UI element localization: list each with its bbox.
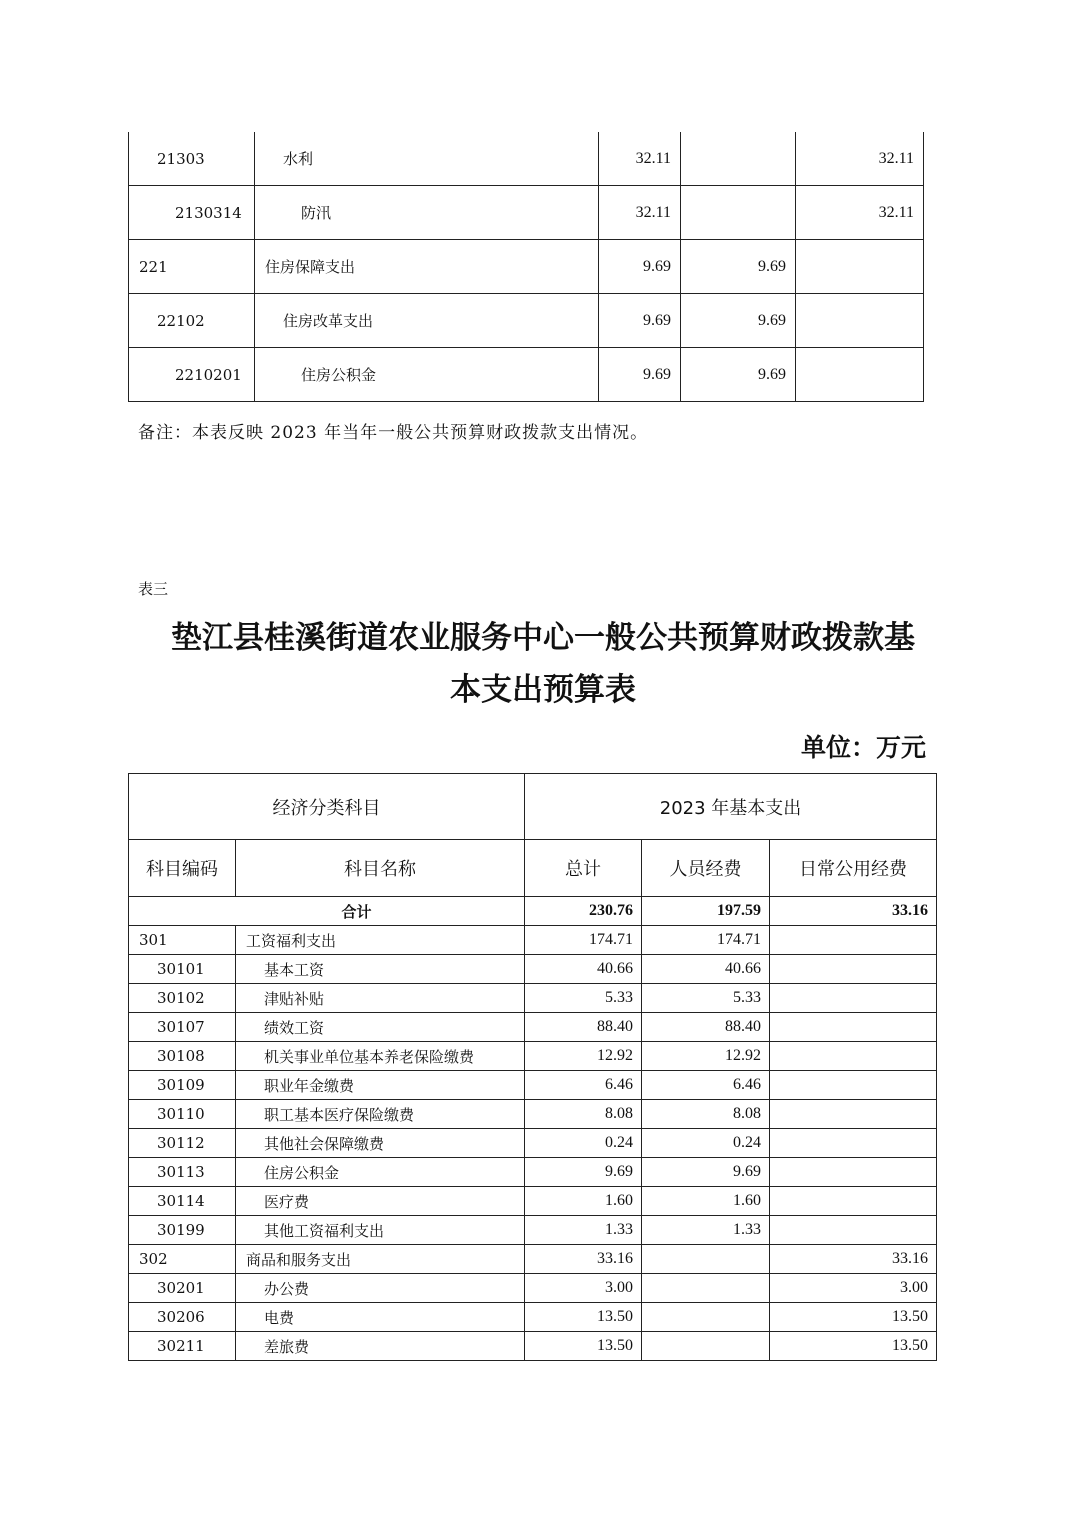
row-public: 33.16 [770, 1245, 937, 1274]
row-personnel: 12.92 [642, 1042, 770, 1071]
row-code: 21303 [129, 132, 255, 186]
row-code: 30101 [129, 955, 236, 984]
row-basic: 9.69 [681, 294, 796, 348]
row-public [770, 1158, 937, 1187]
table-row [129, 240, 924, 294]
row-code: 30199 [129, 1216, 236, 1245]
row-basic [681, 186, 796, 240]
row-total: 32.11 [599, 186, 681, 240]
row-public [770, 955, 937, 984]
row-project: 32.11 [796, 132, 924, 186]
table-row [129, 955, 937, 984]
table-row [129, 984, 937, 1013]
table-row [129, 926, 937, 955]
row-personnel [642, 1332, 770, 1361]
row-public [770, 1187, 937, 1216]
row-name: 住房公积金 [236, 1158, 525, 1187]
row-code: 30201 [129, 1274, 236, 1303]
row-code: 30206 [129, 1303, 236, 1332]
table-row [129, 1100, 937, 1129]
total-total: 230.76 [525, 897, 642, 926]
table-label: 表三 [138, 580, 169, 598]
page-title [128, 612, 958, 716]
total-label: 合计 [129, 897, 525, 926]
row-total: 6.46 [525, 1071, 642, 1100]
row-personnel [642, 1303, 770, 1332]
table-row [129, 1042, 937, 1071]
header-code: 科目编码 [129, 840, 236, 897]
row-name: 商品和服务支出 [236, 1245, 525, 1274]
row-personnel: 9.69 [642, 1158, 770, 1187]
row-total: 9.69 [599, 294, 681, 348]
row-total: 174.71 [525, 926, 642, 955]
row-name: 办公费 [236, 1274, 525, 1303]
row-code: 30211 [129, 1332, 236, 1361]
row-total: 8.08 [525, 1100, 642, 1129]
row-name: 水利 [255, 132, 599, 186]
row-public [770, 926, 937, 955]
row-code: 22102 [129, 294, 255, 348]
row-basic [681, 132, 796, 186]
row-name: 基本工资 [236, 955, 525, 984]
row-code: 30110 [129, 1100, 236, 1129]
total-row [129, 897, 937, 926]
table-row [129, 1013, 937, 1042]
header-public: 日常公用经费 [770, 840, 937, 897]
row-total: 9.69 [599, 240, 681, 294]
row-public: 3.00 [770, 1274, 937, 1303]
table-row [129, 1071, 937, 1100]
row-personnel [642, 1274, 770, 1303]
row-project [796, 294, 924, 348]
row-name: 其他社会保障缴费 [236, 1129, 525, 1158]
row-basic: 9.69 [681, 348, 796, 402]
row-public [770, 1100, 937, 1129]
row-code: 221 [129, 240, 255, 294]
row-code: 30112 [129, 1129, 236, 1158]
row-personnel: 8.08 [642, 1100, 770, 1129]
row-name: 机关事业单位基本养老保险缴费 [236, 1042, 525, 1071]
row-name: 住房公积金 [255, 348, 599, 402]
header-personnel: 人员经费 [642, 840, 770, 897]
row-total: 32.11 [599, 132, 681, 186]
row-public: 13.50 [770, 1303, 937, 1332]
table-row [129, 186, 924, 240]
prev-budget-table [128, 132, 924, 402]
row-name: 电费 [236, 1303, 525, 1332]
row-personnel: 88.40 [642, 1013, 770, 1042]
row-name: 工资福利支出 [236, 926, 525, 955]
row-name: 防汛 [255, 186, 599, 240]
table-row [129, 348, 924, 402]
row-project [796, 348, 924, 402]
row-total: 88.40 [525, 1013, 642, 1042]
row-name: 津贴补贴 [236, 984, 525, 1013]
row-total: 3.00 [525, 1274, 642, 1303]
header-category: 经济分类科目 [129, 774, 525, 840]
row-public [770, 1071, 937, 1100]
table-row [129, 1216, 937, 1245]
row-name: 差旅费 [236, 1332, 525, 1361]
basic-expenditure-table [128, 773, 937, 1361]
header-total: 总计 [525, 840, 642, 897]
row-code: 30109 [129, 1071, 236, 1100]
table-note: 备注：本表反映 2023 年当年一般公共预算财政拨款支出情况。 [138, 423, 649, 443]
row-code: 2210201 [129, 348, 255, 402]
row-personnel: 0.24 [642, 1129, 770, 1158]
row-total: 40.66 [525, 955, 642, 984]
row-personnel: 1.60 [642, 1187, 770, 1216]
row-personnel: 1.33 [642, 1216, 770, 1245]
row-basic: 9.69 [681, 240, 796, 294]
total-public: 33.16 [770, 897, 937, 926]
row-name: 医疗费 [236, 1187, 525, 1216]
row-project [796, 240, 924, 294]
table-row [129, 1332, 937, 1361]
row-personnel: 174.71 [642, 926, 770, 955]
total-personnel: 197.59 [642, 897, 770, 926]
table-row [129, 1158, 937, 1187]
row-total: 1.60 [525, 1187, 642, 1216]
table-row [129, 1245, 937, 1274]
row-name: 职工基本医疗保险缴费 [236, 1100, 525, 1129]
row-code: 30102 [129, 984, 236, 1013]
row-total: 1.33 [525, 1216, 642, 1245]
row-name: 其他工资福利支出 [236, 1216, 525, 1245]
title-line-1: 垫江县桂溪街道农业服务中心一般公共预算财政拨款基 [171, 620, 915, 656]
row-total: 9.69 [525, 1158, 642, 1187]
row-public [770, 1216, 937, 1245]
row-total: 5.33 [525, 984, 642, 1013]
table-row [129, 1274, 937, 1303]
row-code: 30114 [129, 1187, 236, 1216]
row-personnel [642, 1245, 770, 1274]
row-public [770, 1042, 937, 1071]
title-line-2: 本支出预算表 [450, 672, 636, 708]
header-year-group: 2023 年基本支出 [525, 774, 937, 840]
row-public [770, 984, 937, 1013]
row-code: 2130314 [129, 186, 255, 240]
table-row [129, 1187, 937, 1216]
table-row [129, 1303, 937, 1332]
table-row [129, 132, 924, 186]
row-personnel: 6.46 [642, 1071, 770, 1100]
row-total: 12.92 [525, 1042, 642, 1071]
row-total: 13.50 [525, 1332, 642, 1361]
table-row [129, 294, 924, 348]
row-personnel: 40.66 [642, 955, 770, 984]
row-code: 30107 [129, 1013, 236, 1042]
row-code: 301 [129, 926, 236, 955]
row-code: 302 [129, 1245, 236, 1274]
header-name: 科目名称 [236, 840, 525, 897]
row-code: 30113 [129, 1158, 236, 1187]
row-name: 职业年金缴费 [236, 1071, 525, 1100]
row-total: 9.69 [599, 348, 681, 402]
row-personnel: 5.33 [642, 984, 770, 1013]
row-code: 30108 [129, 1042, 236, 1071]
row-name: 住房改革支出 [255, 294, 599, 348]
row-total: 0.24 [525, 1129, 642, 1158]
row-name: 绩效工资 [236, 1013, 525, 1042]
row-public [770, 1013, 937, 1042]
unit-label: 单位：万元 [800, 733, 926, 762]
row-total: 13.50 [525, 1303, 642, 1332]
table-row [129, 1129, 937, 1158]
row-public: 13.50 [770, 1332, 937, 1361]
row-public [770, 1129, 937, 1158]
row-name: 住房保障支出 [255, 240, 599, 294]
row-project: 32.11 [796, 186, 924, 240]
row-total: 33.16 [525, 1245, 642, 1274]
